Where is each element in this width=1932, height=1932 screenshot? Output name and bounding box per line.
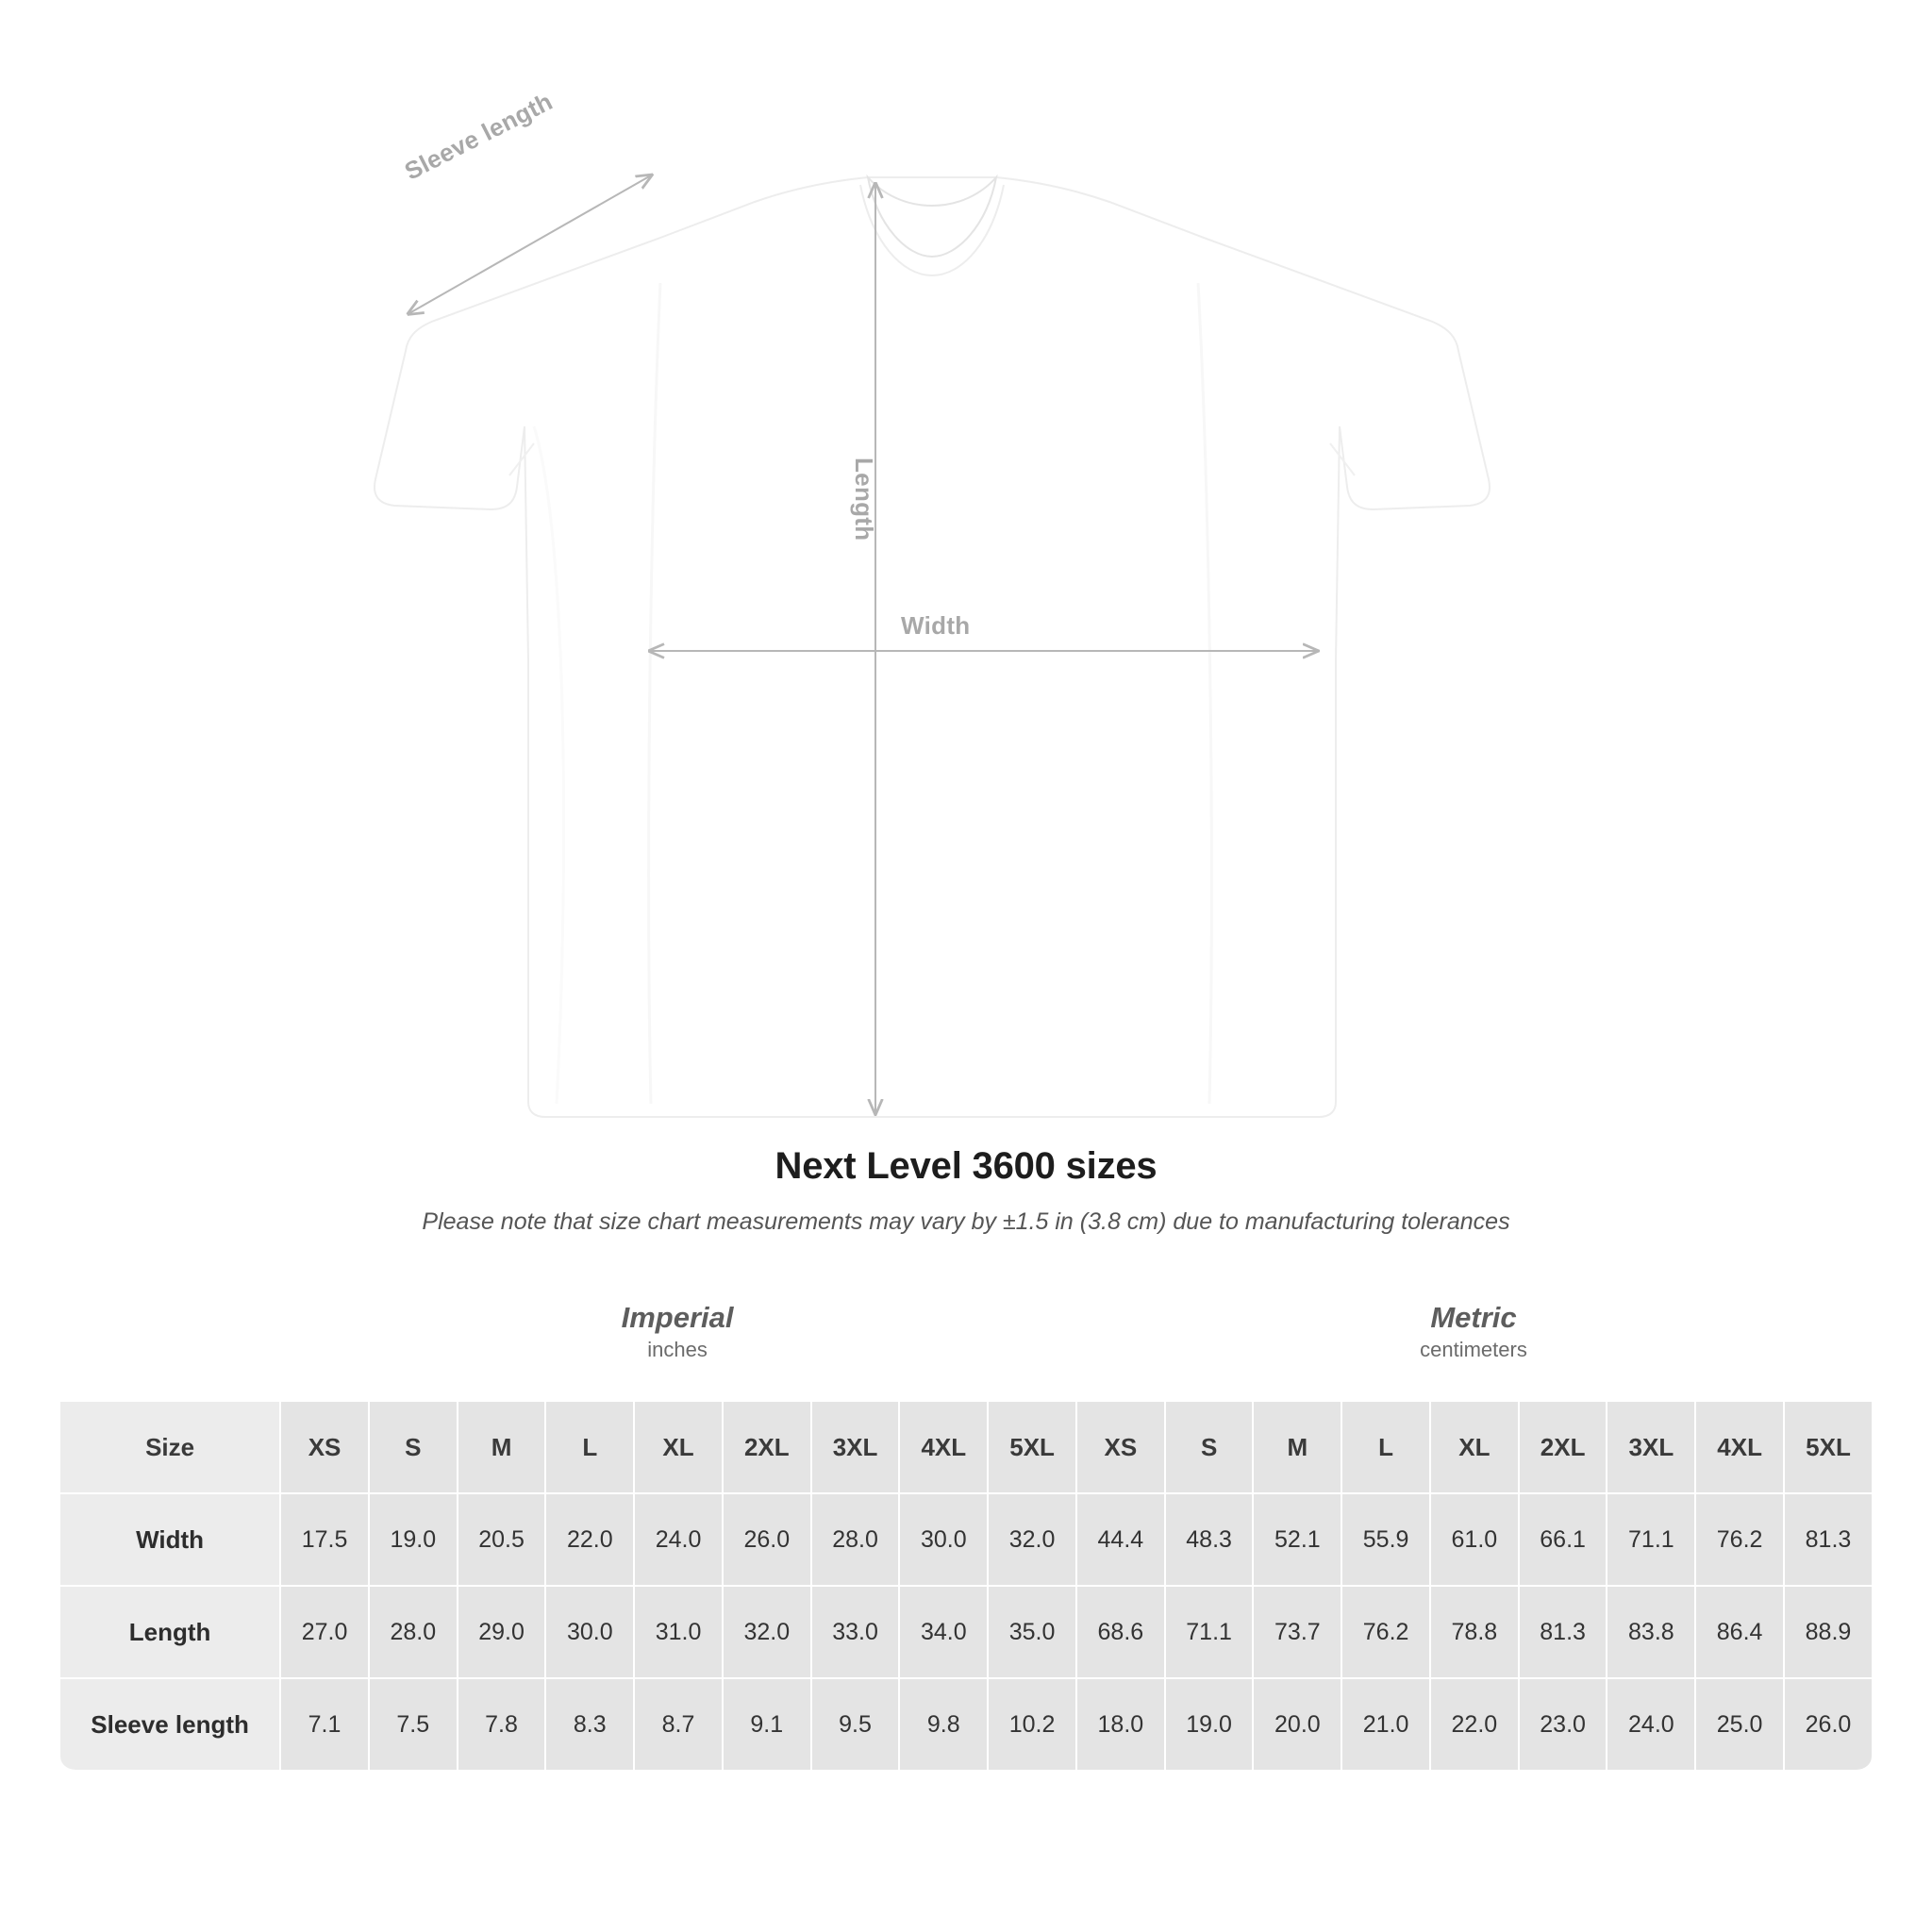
cell-width-in-l: 22.0 (544, 1494, 633, 1587)
cell-length-cm-m: 73.7 (1252, 1587, 1341, 1679)
tshirt-shape (375, 177, 1490, 1117)
size-header-metric-m: M (1252, 1402, 1341, 1494)
cell-width-cm-m: 52.1 (1252, 1494, 1341, 1587)
size-header-imperial-3xl: 3XL (810, 1402, 899, 1494)
cell-length-cm-4xl: 86.4 (1694, 1587, 1783, 1679)
cell-length-in-xs: 27.0 (279, 1587, 368, 1679)
cell-sleeve-cm-m: 20.0 (1252, 1679, 1341, 1772)
cell-length-in-3xl: 33.0 (810, 1587, 899, 1679)
size-header-metric-xs: XS (1075, 1402, 1164, 1494)
unit-header-spacer (60, 1275, 279, 1392)
size-header-imperial-5xl: 5XL (987, 1402, 1075, 1494)
unit-header-metric (1075, 1275, 1872, 1392)
size-header-imperial-2xl: 2XL (722, 1402, 810, 1494)
unit-sub-metric: centimeters (1420, 1338, 1527, 1362)
size-header-imperial-l: L (544, 1402, 633, 1494)
table-spacer-cell (60, 1392, 1872, 1402)
size-header-imperial-4xl: 4XL (898, 1402, 987, 1494)
cell-sleeve-cm-2xl: 23.0 (1518, 1679, 1607, 1772)
cell-width-cm-xs: 44.4 (1075, 1494, 1164, 1587)
cell-width-in-2xl: 26.0 (722, 1494, 810, 1587)
cell-sleeve-cm-xs: 18.0 (1075, 1679, 1164, 1772)
cell-length-in-s: 28.0 (368, 1587, 457, 1679)
row-label-width: Width (60, 1494, 279, 1587)
size-header-metric-5xl: 5XL (1783, 1402, 1872, 1494)
cell-length-cm-xl: 78.8 (1429, 1587, 1518, 1679)
cell-length-cm-l: 76.2 (1341, 1587, 1429, 1679)
cell-sleeve-in-3xl: 9.5 (810, 1679, 899, 1772)
cell-length-in-m: 29.0 (457, 1587, 545, 1679)
unit-name-imperial: Imperial (621, 1300, 734, 1334)
cell-sleeve-cm-xl: 22.0 (1429, 1679, 1518, 1772)
cell-width-in-xl: 24.0 (633, 1494, 722, 1587)
sleeve-length-label: Sleeve length (400, 87, 558, 186)
size-header-metric-4xl: 4XL (1694, 1402, 1783, 1494)
size-header-metric-2xl: 2XL (1518, 1402, 1607, 1494)
cell-width-cm-s: 48.3 (1164, 1494, 1253, 1587)
table-row (60, 1587, 1872, 1679)
size-table-wrapper (60, 1275, 1872, 1772)
size-header-imperial-xl: XL (633, 1402, 722, 1494)
cell-length-cm-xs: 68.6 (1075, 1587, 1164, 1679)
cell-width-in-5xl: 32.0 (987, 1494, 1075, 1587)
title-block (0, 1145, 1932, 1236)
size-header-label: Size (60, 1402, 279, 1494)
cell-sleeve-in-xs: 7.1 (279, 1679, 368, 1772)
unit-name-metric: Metric (1430, 1300, 1517, 1334)
cell-sleeve-cm-4xl: 25.0 (1694, 1679, 1783, 1772)
width-label: Width (901, 611, 971, 640)
cell-sleeve-in-5xl: 10.2 (987, 1679, 1075, 1772)
cell-width-in-xs: 17.5 (279, 1494, 368, 1587)
size-header-row (60, 1402, 1872, 1494)
cell-sleeve-in-m: 7.8 (457, 1679, 545, 1772)
size-header-imperial-xs: XS (279, 1402, 368, 1494)
size-header-imperial-m: M (457, 1402, 545, 1494)
cell-length-in-5xl: 35.0 (987, 1587, 1075, 1679)
size-header-metric-l: L (1341, 1402, 1429, 1494)
page-title: Next Level 3600 sizes (774, 1145, 1158, 1187)
cell-sleeve-cm-l: 21.0 (1341, 1679, 1429, 1772)
cell-length-cm-3xl: 83.8 (1606, 1587, 1694, 1679)
unit-header-row (60, 1275, 1872, 1392)
row-label-sleeve-length: Sleeve length (60, 1679, 279, 1772)
cell-width-cm-5xl: 81.3 (1783, 1494, 1872, 1587)
size-header-metric-3xl: 3XL (1606, 1402, 1694, 1494)
cell-sleeve-in-2xl: 9.1 (722, 1679, 810, 1772)
cell-sleeve-cm-5xl: 26.0 (1783, 1679, 1872, 1772)
cell-sleeve-cm-3xl: 24.0 (1606, 1679, 1694, 1772)
cell-sleeve-in-4xl: 9.8 (898, 1679, 987, 1772)
cell-length-cm-2xl: 81.3 (1518, 1587, 1607, 1679)
size-header-imperial-s: S (368, 1402, 457, 1494)
table-row (60, 1679, 1872, 1772)
cell-sleeve-in-xl: 8.7 (633, 1679, 722, 1772)
size-table (60, 1275, 1872, 1772)
cell-width-cm-4xl: 76.2 (1694, 1494, 1783, 1587)
cell-width-cm-2xl: 66.1 (1518, 1494, 1607, 1587)
table-spacer-row (60, 1392, 1872, 1402)
cell-width-in-s: 19.0 (368, 1494, 457, 1587)
cell-width-in-4xl: 30.0 (898, 1494, 987, 1587)
cell-width-in-m: 20.5 (457, 1494, 545, 1587)
table-row (60, 1494, 1872, 1587)
row-label-length: Length (60, 1587, 279, 1679)
cell-length-in-4xl: 34.0 (898, 1587, 987, 1679)
cell-width-cm-3xl: 71.1 (1606, 1494, 1694, 1587)
size-header-metric-s: S (1164, 1402, 1253, 1494)
cell-sleeve-in-l: 8.3 (544, 1679, 633, 1772)
cell-sleeve-cm-s: 19.0 (1164, 1679, 1253, 1772)
cell-length-cm-5xl: 88.9 (1783, 1587, 1872, 1679)
length-label: Length (850, 458, 878, 541)
cell-width-cm-xl: 61.0 (1429, 1494, 1518, 1587)
unit-header-imperial (279, 1275, 1075, 1392)
cell-length-in-2xl: 32.0 (722, 1587, 810, 1679)
page-subtitle: Please note that size chart measurements may vary by ±1.5 in (3.8 cm) due to manufacturing tolerances (422, 1208, 1510, 1235)
cell-length-cm-s: 71.1 (1164, 1587, 1253, 1679)
size-header-metric-xl: XL (1429, 1402, 1518, 1494)
cell-sleeve-in-s: 7.5 (368, 1679, 457, 1772)
cell-length-in-l: 30.0 (544, 1587, 633, 1679)
unit-sub-imperial: inches (647, 1338, 708, 1362)
cell-length-in-xl: 31.0 (633, 1587, 722, 1679)
cell-width-in-3xl: 28.0 (810, 1494, 899, 1587)
cell-width-cm-l: 55.9 (1341, 1494, 1429, 1587)
